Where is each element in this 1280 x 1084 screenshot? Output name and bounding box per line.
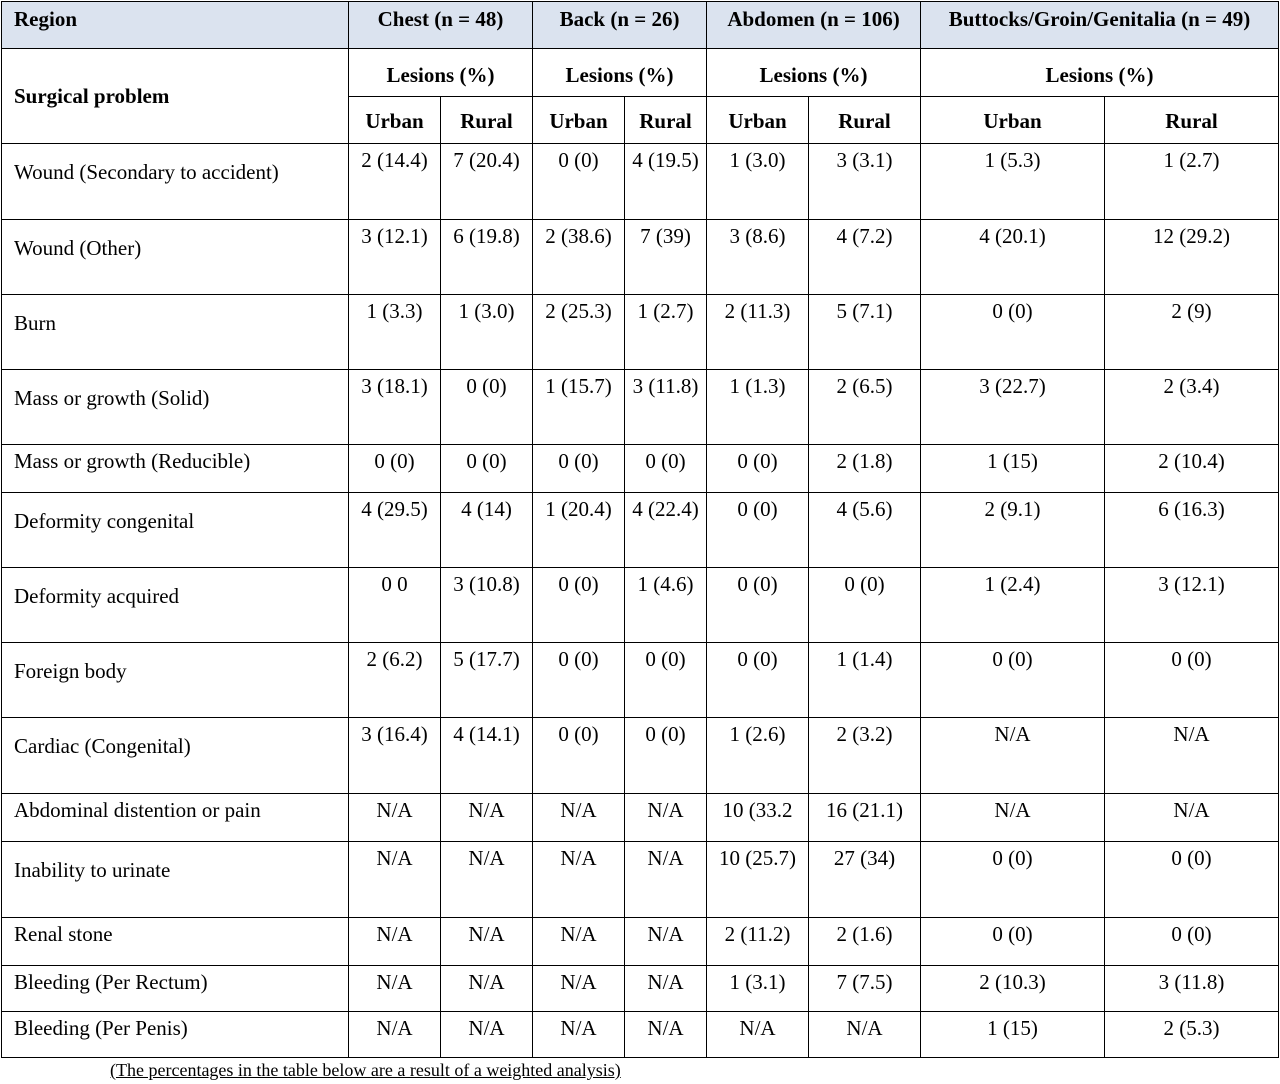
- lesion-count-cell: 2 (6.5): [809, 370, 921, 445]
- region-label: Region: [2, 2, 349, 49]
- lesion-count-cell: 0 (0): [533, 718, 625, 794]
- table-row: [2, 842, 1279, 918]
- lesion-count-cell: 0 (0): [809, 568, 921, 643]
- lesion-count-cell: 2 (1.8): [809, 445, 921, 493]
- lesion-count-cell: 0 (0): [921, 295, 1105, 370]
- lesion-count-cell: 16 (21.1): [809, 794, 921, 842]
- lesion-count-cell: N/A: [625, 842, 707, 918]
- lesion-count-cell: N/A: [625, 918, 707, 966]
- lesions-header-abdomen: Lesions (%): [707, 49, 921, 97]
- lesion-count-cell: N/A: [441, 966, 533, 1012]
- lesion-count-cell: 1 (2.6): [707, 718, 809, 794]
- lesion-count-cell: 1 (2.7): [625, 295, 707, 370]
- lesions-header-chest: Lesions (%): [349, 49, 533, 97]
- lesion-count-cell: 3 (11.8): [625, 370, 707, 445]
- lesion-count-cell: N/A: [349, 842, 441, 918]
- lesion-count-cell: 1 (20.4): [533, 493, 625, 568]
- lesion-count-cell: 2 (1.6): [809, 918, 921, 966]
- lesion-count-cell: 0 (0): [921, 842, 1105, 918]
- lesion-count-cell: 0 (0): [921, 918, 1105, 966]
- lesion-count-cell: 0 (0): [707, 568, 809, 643]
- lesion-count-cell: 0 (0): [707, 493, 809, 568]
- lesions-header-buttocks: Lesions (%): [921, 49, 1279, 97]
- lesion-count-cell: 1 (3.1): [707, 966, 809, 1012]
- lesion-count-cell: 3 (10.8): [441, 568, 533, 643]
- rural-header: Rural: [1105, 97, 1279, 144]
- lesion-count-cell: 6 (16.3): [1105, 493, 1279, 568]
- lesion-count-cell: 2 (11.2): [707, 918, 809, 966]
- lesion-count-cell: 2 (38.6): [533, 220, 625, 295]
- table-row: [2, 966, 1279, 1012]
- lesion-count-cell: 0 (0): [533, 568, 625, 643]
- lesion-count-cell: 4 (14): [441, 493, 533, 568]
- lesion-count-cell: 2 (9.1): [921, 493, 1105, 568]
- rural-header: Rural: [441, 97, 533, 144]
- rural-header: Rural: [625, 97, 707, 144]
- lesion-count-cell: N/A: [441, 842, 533, 918]
- rural-header: Rural: [809, 97, 921, 144]
- table-row: [2, 295, 1279, 370]
- surgical-problem-cell: Wound (Other): [2, 220, 349, 295]
- lesion-count-cell: 3 (22.7): [921, 370, 1105, 445]
- lesion-count-cell: N/A: [533, 966, 625, 1012]
- region-back-header: Back (n = 26): [533, 2, 707, 49]
- lesion-count-cell: 3 (12.1): [349, 220, 441, 295]
- surgical-problem-cell: Renal stone: [2, 918, 349, 966]
- lesions-header-row: [2, 49, 1279, 97]
- urban-header: Urban: [921, 97, 1105, 144]
- lesion-count-cell: N/A: [625, 1012, 707, 1058]
- lesion-count-cell: 1 (3.0): [441, 295, 533, 370]
- surgical-problem-cell: Bleeding (Per Rectum): [2, 966, 349, 1012]
- lesion-count-cell: N/A: [921, 794, 1105, 842]
- lesion-count-cell: 2 (10.4): [1105, 445, 1279, 493]
- lesion-count-cell: 4 (19.5): [625, 144, 707, 220]
- lesion-count-cell: N/A: [349, 1012, 441, 1058]
- lesion-count-cell: 3 (12.1): [1105, 568, 1279, 643]
- lesion-count-cell: N/A: [707, 1012, 809, 1058]
- lesion-count-cell: N/A: [533, 918, 625, 966]
- lesion-count-cell: 5 (17.7): [441, 643, 533, 718]
- lesion-count-cell: 4 (5.6): [809, 493, 921, 568]
- lesion-count-cell: 1 (1.3): [707, 370, 809, 445]
- region-abdomen-header: Abdomen (n = 106): [707, 2, 921, 49]
- lesion-count-cell: N/A: [441, 918, 533, 966]
- table-row: [2, 568, 1279, 643]
- lesion-count-cell: 2 (11.3): [707, 295, 809, 370]
- lesion-count-cell: 0 (0): [625, 718, 707, 794]
- table-body: [2, 144, 1279, 1058]
- lesion-count-cell: 0 (0): [533, 643, 625, 718]
- table-row: [2, 1012, 1279, 1058]
- lesion-count-cell: 0 (0): [625, 643, 707, 718]
- lesion-count-cell: 1 (4.6): [625, 568, 707, 643]
- table-row: [2, 493, 1279, 568]
- lesion-count-cell: 10 (25.7): [707, 842, 809, 918]
- lesions-header-back: Lesions (%): [533, 49, 707, 97]
- surgical-problem-cell: Bleeding (Per Penis): [2, 1012, 349, 1058]
- lesion-count-cell: 0 (0): [707, 643, 809, 718]
- lesion-count-cell: 1 (3.0): [707, 144, 809, 220]
- lesion-count-cell: 0 (0): [625, 445, 707, 493]
- lesion-count-cell: 0 (0): [1105, 842, 1279, 918]
- lesion-count-cell: N/A: [1105, 794, 1279, 842]
- lesion-count-cell: N/A: [809, 1012, 921, 1058]
- surgical-problem-cell: Wound (Secondary to accident): [2, 144, 349, 220]
- lesion-count-cell: 0 (0): [1105, 918, 1279, 966]
- lesion-count-cell: 7 (39): [625, 220, 707, 295]
- lesion-count-cell: N/A: [1105, 718, 1279, 794]
- table-row: [2, 918, 1279, 966]
- lesion-count-cell: 1 (15.7): [533, 370, 625, 445]
- surgical-problem-cell: Mass or growth (Solid): [2, 370, 349, 445]
- surgical-problem-cell: Foreign body: [2, 643, 349, 718]
- lesion-count-cell: 0 0: [349, 568, 441, 643]
- table-row: [2, 794, 1279, 842]
- lesions-table: [1, 1, 1279, 1058]
- lesion-count-cell: 3 (8.6): [707, 220, 809, 295]
- lesion-count-cell: 3 (18.1): [349, 370, 441, 445]
- lesion-count-cell: 3 (16.4): [349, 718, 441, 794]
- lesion-count-cell: N/A: [533, 842, 625, 918]
- lesion-count-cell: 0 (0): [533, 144, 625, 220]
- table-row: [2, 144, 1279, 220]
- lesion-count-cell: 0 (0): [1105, 643, 1279, 718]
- surgical-problem-cell: Cardiac (Congenital): [2, 718, 349, 794]
- lesion-count-cell: 7 (7.5): [809, 966, 921, 1012]
- lesion-count-cell: 0 (0): [441, 445, 533, 493]
- urban-header: Urban: [707, 97, 809, 144]
- lesion-count-cell: N/A: [349, 918, 441, 966]
- lesion-count-cell: 5 (7.1): [809, 295, 921, 370]
- lesion-count-cell: 1 (1.4): [809, 643, 921, 718]
- lesion-count-cell: 27 (34): [809, 842, 921, 918]
- lesion-count-cell: N/A: [349, 966, 441, 1012]
- lesion-count-cell: 2 (3.4): [1105, 370, 1279, 445]
- lesion-count-cell: 1 (5.3): [921, 144, 1105, 220]
- lesion-count-cell: 0 (0): [441, 370, 533, 445]
- urban-header: Urban: [533, 97, 625, 144]
- lesion-count-cell: 12 (29.2): [1105, 220, 1279, 295]
- lesion-count-cell: 2 (10.3): [921, 966, 1105, 1012]
- lesion-count-cell: 2 (5.3): [1105, 1012, 1279, 1058]
- lesion-count-cell: 4 (14.1): [441, 718, 533, 794]
- lesion-count-cell: 1 (15): [921, 445, 1105, 493]
- lesion-count-cell: 2 (6.2): [349, 643, 441, 718]
- lesion-count-cell: 0 (0): [921, 643, 1105, 718]
- lesion-count-cell: 3 (11.8): [1105, 966, 1279, 1012]
- table-row: [2, 445, 1279, 493]
- lesion-count-cell: 2 (14.4): [349, 144, 441, 220]
- table-row: [2, 643, 1279, 718]
- lesion-count-cell: 4 (29.5): [349, 493, 441, 568]
- lesion-count-cell: 7 (20.4): [441, 144, 533, 220]
- footnote: (The percentages in the table below are a result of a weighted analysis): [110, 1060, 621, 1080]
- surgical-problem-cell: Mass or growth (Reducible): [2, 445, 349, 493]
- lesion-count-cell: N/A: [625, 966, 707, 1012]
- region-chest-header: Chest (n = 48): [349, 2, 533, 49]
- lesion-count-cell: 0 (0): [533, 445, 625, 493]
- surgical-problem-cell: Inability to urinate: [2, 842, 349, 918]
- lesion-count-cell: 1 (2.4): [921, 568, 1105, 643]
- lesion-count-cell: 2 (9): [1105, 295, 1279, 370]
- lesion-count-cell: 1 (15): [921, 1012, 1105, 1058]
- surgical-problem-cell: Abdominal distention or pain: [2, 794, 349, 842]
- lesion-count-cell: N/A: [921, 718, 1105, 794]
- lesion-count-cell: 3 (3.1): [809, 144, 921, 220]
- table-row: [2, 370, 1279, 445]
- urban-header: Urban: [349, 97, 441, 144]
- lesion-count-cell: N/A: [625, 794, 707, 842]
- surgical-problem-cell: Deformity acquired: [2, 568, 349, 643]
- lesion-count-cell: N/A: [441, 794, 533, 842]
- lesion-count-cell: 4 (22.4): [625, 493, 707, 568]
- lesion-count-cell: 1 (3.3): [349, 295, 441, 370]
- lesion-count-cell: 4 (20.1): [921, 220, 1105, 295]
- lesion-count-cell: 2 (25.3): [533, 295, 625, 370]
- region-buttocks-header: Buttocks/Groin/Genitalia (n = 49): [921, 2, 1279, 49]
- lesion-count-cell: 1 (2.7): [1105, 144, 1279, 220]
- lesion-count-cell: 2 (3.2): [809, 718, 921, 794]
- surgical-problem-label: Surgical problem: [2, 49, 349, 144]
- region-header-row: [2, 2, 1279, 49]
- lesion-count-cell: 6 (19.8): [441, 220, 533, 295]
- table-row: [2, 220, 1279, 295]
- lesion-count-cell: N/A: [533, 1012, 625, 1058]
- lesion-count-cell: 4 (7.2): [809, 220, 921, 295]
- surgical-problem-cell: Deformity congenital: [2, 493, 349, 568]
- lesion-count-cell: N/A: [441, 1012, 533, 1058]
- lesion-count-cell: 0 (0): [349, 445, 441, 493]
- lesion-count-cell: N/A: [349, 794, 441, 842]
- surgical-problem-cell: Burn: [2, 295, 349, 370]
- lesion-count-cell: N/A: [533, 794, 625, 842]
- lesion-count-cell: 0 (0): [707, 445, 809, 493]
- table-row: [2, 718, 1279, 794]
- lesion-count-cell: 10 (33.2: [707, 794, 809, 842]
